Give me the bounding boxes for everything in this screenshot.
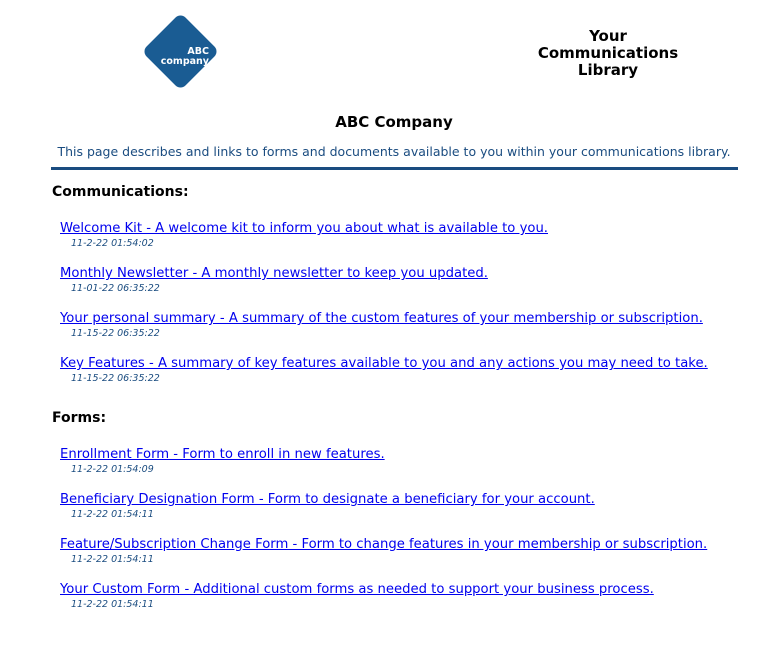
page-header	[0, 0, 784, 100]
key-features-link[interactable]: Key Features - A summary of key features available to you and any actions you may need to take.	[60, 356, 708, 371]
library-title-line-3: Library	[577, 61, 639, 79]
list-item	[60, 311, 703, 339]
company-logo-text	[142, 47, 218, 67]
list-item	[60, 221, 548, 249]
item-timestamp: 11-2-22 01:54:09	[71, 464, 154, 475]
welcome-kit-link[interactable]: Welcome Kit - A welcome kit to inform you about what is available to you.	[60, 221, 548, 236]
item-timestamp: 11-01-22 06:35:22	[71, 283, 160, 294]
library-title-line-2: Communications	[537, 44, 679, 62]
list-item	[60, 447, 385, 475]
list-item	[60, 537, 707, 565]
logo-line-1: ABC	[187, 46, 209, 57]
feature-change-form-link[interactable]: Feature/Subscription Change Form - Form to change features in your membership or subscription.	[60, 537, 708, 552]
forms-heading: Forms:	[52, 410, 107, 426]
library-title	[528, 28, 688, 79]
list-item	[60, 266, 488, 294]
list-item	[60, 582, 654, 610]
item-timestamp: 11-2-22 01:54:11	[71, 599, 154, 610]
communications-heading: Communications:	[52, 184, 189, 200]
logo-line-2: company	[160, 56, 209, 67]
library-title-line-1: Your	[589, 27, 627, 45]
monthly-newsletter-link[interactable]: Monthly Newsletter - A monthly newsletter to keep you updated.	[60, 266, 488, 281]
item-timestamp: 11-2-22 01:54:11	[71, 554, 154, 565]
item-timestamp: 11-15-22 06:35:22	[71, 328, 160, 339]
page-description: This page describes and links to forms and documents available to you within your communications library.	[57, 144, 731, 159]
personal-summary-link[interactable]: Your personal summary - A summary of the custom features of your membership or subscription.	[60, 311, 703, 326]
header-divider	[51, 167, 738, 170]
list-item	[60, 492, 595, 520]
item-timestamp: 11-2-22 01:54:02	[71, 238, 154, 249]
beneficiary-form-link[interactable]: Beneficiary Designation Form - Form to designate a beneficiary for your account.	[60, 492, 595, 507]
enrollment-form-link[interactable]: Enrollment Form - Form to enroll in new features.	[60, 447, 385, 462]
item-timestamp: 11-15-22 06:35:22	[71, 373, 160, 384]
custom-form-link[interactable]: Your Custom Form - Additional custom forms as needed to support your business process.	[60, 582, 654, 597]
item-timestamp: 11-2-22 01:54:11	[71, 509, 154, 520]
page-title: ABC Company	[335, 113, 453, 131]
list-item	[60, 356, 708, 384]
